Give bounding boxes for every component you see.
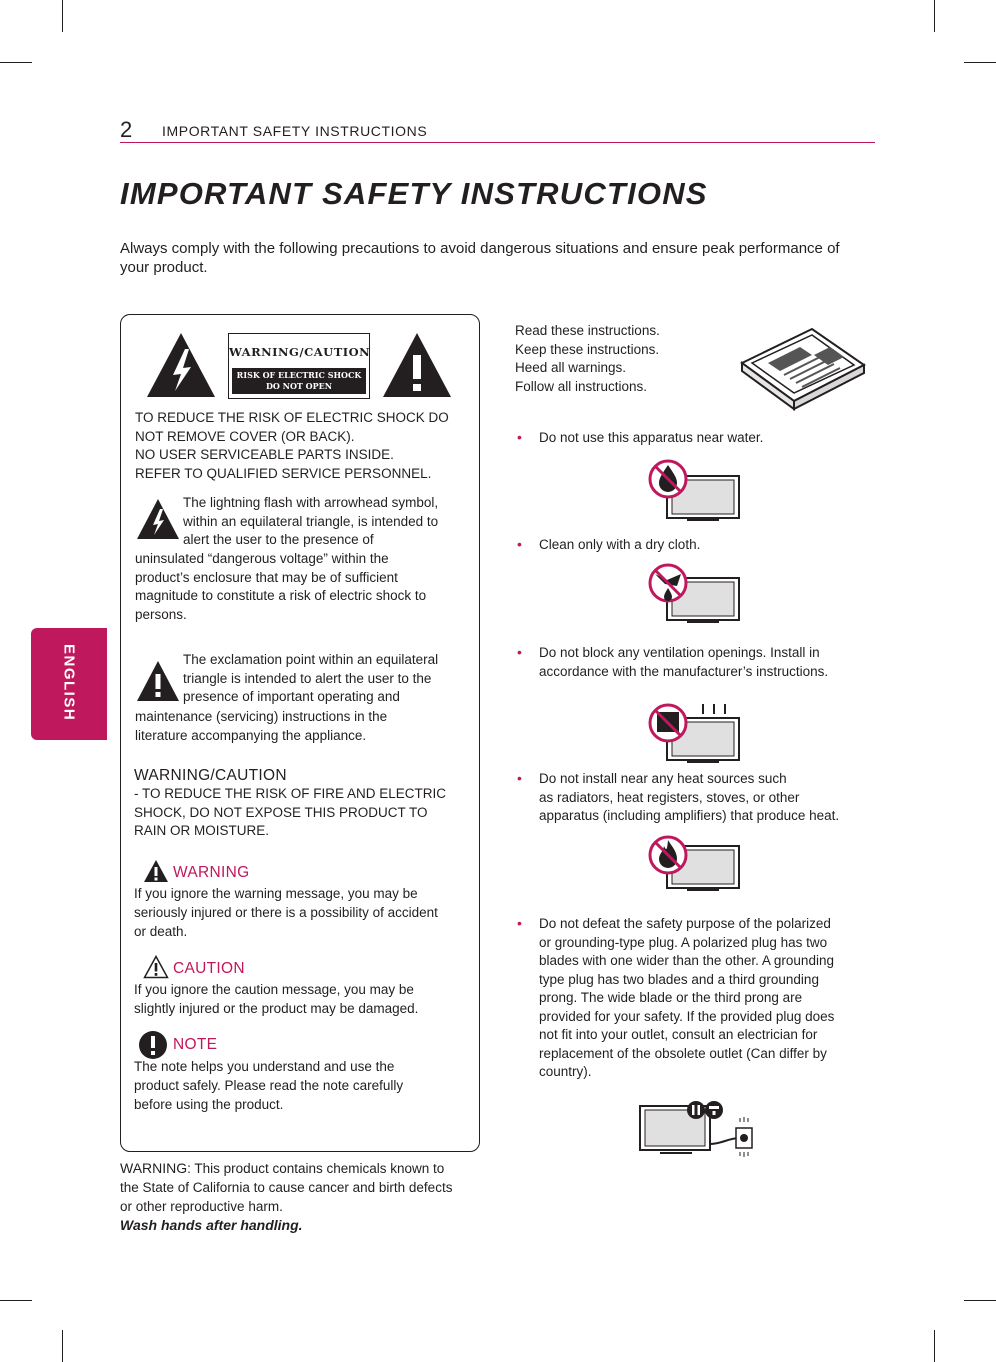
text-line: alert the user to the presence of	[183, 532, 374, 547]
prop65-text: : This product contains chemicals known to	[187, 1161, 445, 1176]
text-line: or grounding-type plug. A polarized plug has two	[539, 934, 828, 950]
caution-text	[134, 980, 474, 1018]
text-line: not fit into your outlet, consult an electrician for	[539, 1027, 818, 1042]
text-line: triangle is intended to alert the user to the	[183, 670, 432, 686]
lightning-triangle-icon	[145, 331, 217, 399]
crop-mark	[964, 62, 996, 63]
caution-heading: CAUTION	[173, 960, 245, 977]
text-line: accordance with the manufacturer’s instructions.	[539, 663, 829, 679]
warning-caution-label-top: WARNING/CAUTION	[229, 345, 371, 359]
exclamation-triangle-icon	[136, 660, 180, 702]
text-line: country).	[539, 1064, 592, 1079]
text-line: Clean only with a dry cloth.	[539, 537, 701, 552]
lightning-explanation-cont	[135, 550, 475, 624]
text-line: prong. The wide blade or the third prong are	[539, 990, 803, 1005]
language-tab-label: ENGLISH	[60, 644, 78, 722]
text-line: Keep these instructions.	[515, 341, 660, 357]
text-line: or other reproductive harm.	[120, 1199, 283, 1214]
warning-caution-label-bottom-2: DO NOT OPEN	[265, 381, 333, 391]
warning-caution-text	[134, 785, 474, 841]
intro-paragraph: Always comply with the following precautions to avoid dangerous situations and ensure peak performance of your product.	[120, 240, 840, 276]
tv-no-wet-cloth-icon	[647, 562, 742, 628]
warning-heading: WARNING	[173, 864, 250, 881]
manual-book-icon	[738, 325, 868, 413]
bullet-text	[539, 644, 879, 681]
text-line: If you ignore the caution message, you may be	[134, 982, 414, 997]
shock-warning-text	[135, 409, 465, 483]
text-line: magnitude to constitute a risk of electric shock to	[135, 588, 427, 603]
text-line: NOT REMOVE COVER (OR BACK).	[135, 428, 355, 444]
bullet-marker: •	[517, 536, 522, 552]
text-line: presence of important operating and	[183, 689, 400, 704]
crop-mark	[964, 1300, 996, 1301]
crop-mark	[62, 1330, 63, 1362]
text-line: Do not block any ventilation openings. Install in	[539, 645, 820, 660]
prop65-label: WARNING	[120, 1160, 188, 1176]
tv-no-water-icon	[647, 458, 742, 524]
text-line: TO REDUCE THE RISK OF ELECTRIC SHOCK DO	[135, 410, 449, 425]
text-line: as radiators, heat registers, stoves, or other	[539, 789, 800, 805]
text-line: Do not use this apparatus near water.	[539, 430, 764, 445]
note-icon	[138, 1030, 168, 1060]
bullet-marker: •	[517, 915, 522, 931]
header-rule	[120, 142, 875, 143]
text-line: blades with one wider than the other. A grounding	[539, 953, 834, 968]
bullet-text	[539, 915, 884, 1082]
text-line: Follow all instructions.	[515, 378, 648, 394]
exclamation-explanation	[183, 651, 483, 707]
text-line: literature accompanying the appliance.	[135, 727, 367, 743]
bullet-text	[539, 429, 879, 448]
text-line: apparatus (including amplifiers) that produce heat.	[539, 808, 840, 823]
exclamation-explanation-cont	[135, 708, 475, 745]
tv-no-heat-icon	[647, 834, 742, 894]
bullet-marker: •	[517, 429, 522, 445]
bullet-text	[539, 536, 879, 555]
text-line: The exclamation point within an equilateral	[183, 652, 439, 667]
text-line: Heed all warnings.	[515, 360, 627, 375]
bullet-marker: •	[517, 770, 522, 786]
warning-text	[134, 884, 474, 941]
text-line: Do not install near any heat sources such	[539, 771, 787, 786]
text-line	[120, 1159, 490, 1178]
bullet-marker: •	[517, 644, 522, 660]
text-line: SHOCK, DO NOT EXPOSE THIS PRODUCT TO	[134, 804, 428, 820]
tv-polarized-plug-icon	[636, 1092, 761, 1158]
caution-icon	[143, 955, 169, 979]
warning-caution-label-bottom-1: RISK OF ELECTRIC SHOCK	[236, 370, 362, 380]
text-line: product safely. Please read the note carefully	[134, 1078, 404, 1093]
text-line: The note helps you understand and use the	[134, 1059, 395, 1074]
prop65-warning	[120, 1159, 490, 1235]
tv-no-blocking-icon	[647, 700, 742, 768]
bullet-text	[539, 770, 879, 826]
lightning-triangle-icon	[136, 498, 180, 540]
crop-mark	[934, 0, 935, 32]
warning-caution-heading: WARNING/CAUTION	[134, 767, 287, 784]
exclamation-triangle-icon	[381, 331, 453, 399]
text-line: type plug has two blades and a third grounding	[539, 971, 819, 987]
page-title: IMPORTANT SAFETY INSTRUCTIONS	[120, 176, 708, 211]
text-line: RAIN OR MOISTURE.	[134, 823, 270, 838]
crop-mark	[0, 62, 32, 63]
running-header: IMPORTANT SAFETY INSTRUCTIONS	[162, 123, 428, 139]
note-text	[134, 1057, 474, 1114]
read-instructions	[515, 322, 715, 396]
text-line: The lightning flash with arrowhead symbol,	[183, 495, 439, 510]
warning-icon	[143, 859, 169, 883]
text-line: before using the product.	[134, 1097, 284, 1112]
text-line: Read these instructions.	[515, 323, 660, 338]
text-line: maintenance (servicing) instructions in the	[135, 709, 388, 724]
text-line: - TO REDUCE THE RISK OF FIRE AND ELECTRIC	[134, 786, 447, 801]
note-heading: NOTE	[173, 1036, 218, 1053]
text-line: uninsulated “dangerous voltage” within the	[135, 551, 389, 566]
crop-mark	[0, 1300, 32, 1301]
text-line: replacement of the obsolete outlet (Can differ by	[539, 1045, 827, 1061]
text-line: NO USER SERVICEABLE PARTS INSIDE.	[135, 447, 394, 462]
text-line: within an equilateral triangle, is intended to	[183, 513, 439, 529]
lightning-explanation	[183, 494, 483, 550]
text-line: If you ignore the warning message, you may be	[134, 886, 418, 901]
prop65-emphasis: Wash hands after handling.	[120, 1217, 303, 1233]
crop-mark	[62, 0, 63, 32]
text-line: or death.	[134, 924, 188, 939]
text-line: provided for your safety. If the provided plug does	[539, 1008, 835, 1024]
text-line: REFER TO QUALIFIED SERVICE PERSONNEL.	[135, 465, 432, 481]
text-line: seriously injured or there is a possibility of accident	[134, 905, 438, 920]
text-line: Do not defeat the safety purpose of the polarized	[539, 916, 831, 931]
crop-mark	[934, 1330, 935, 1362]
text-line: product’s enclosure that may be of sufficient	[135, 569, 398, 585]
text-line: the State of California to cause cancer and birth defects	[120, 1180, 453, 1195]
text-line: persons.	[135, 606, 187, 622]
text-line: slightly injured or the product may be damaged.	[134, 1001, 419, 1016]
page-number: 2	[120, 117, 133, 142]
